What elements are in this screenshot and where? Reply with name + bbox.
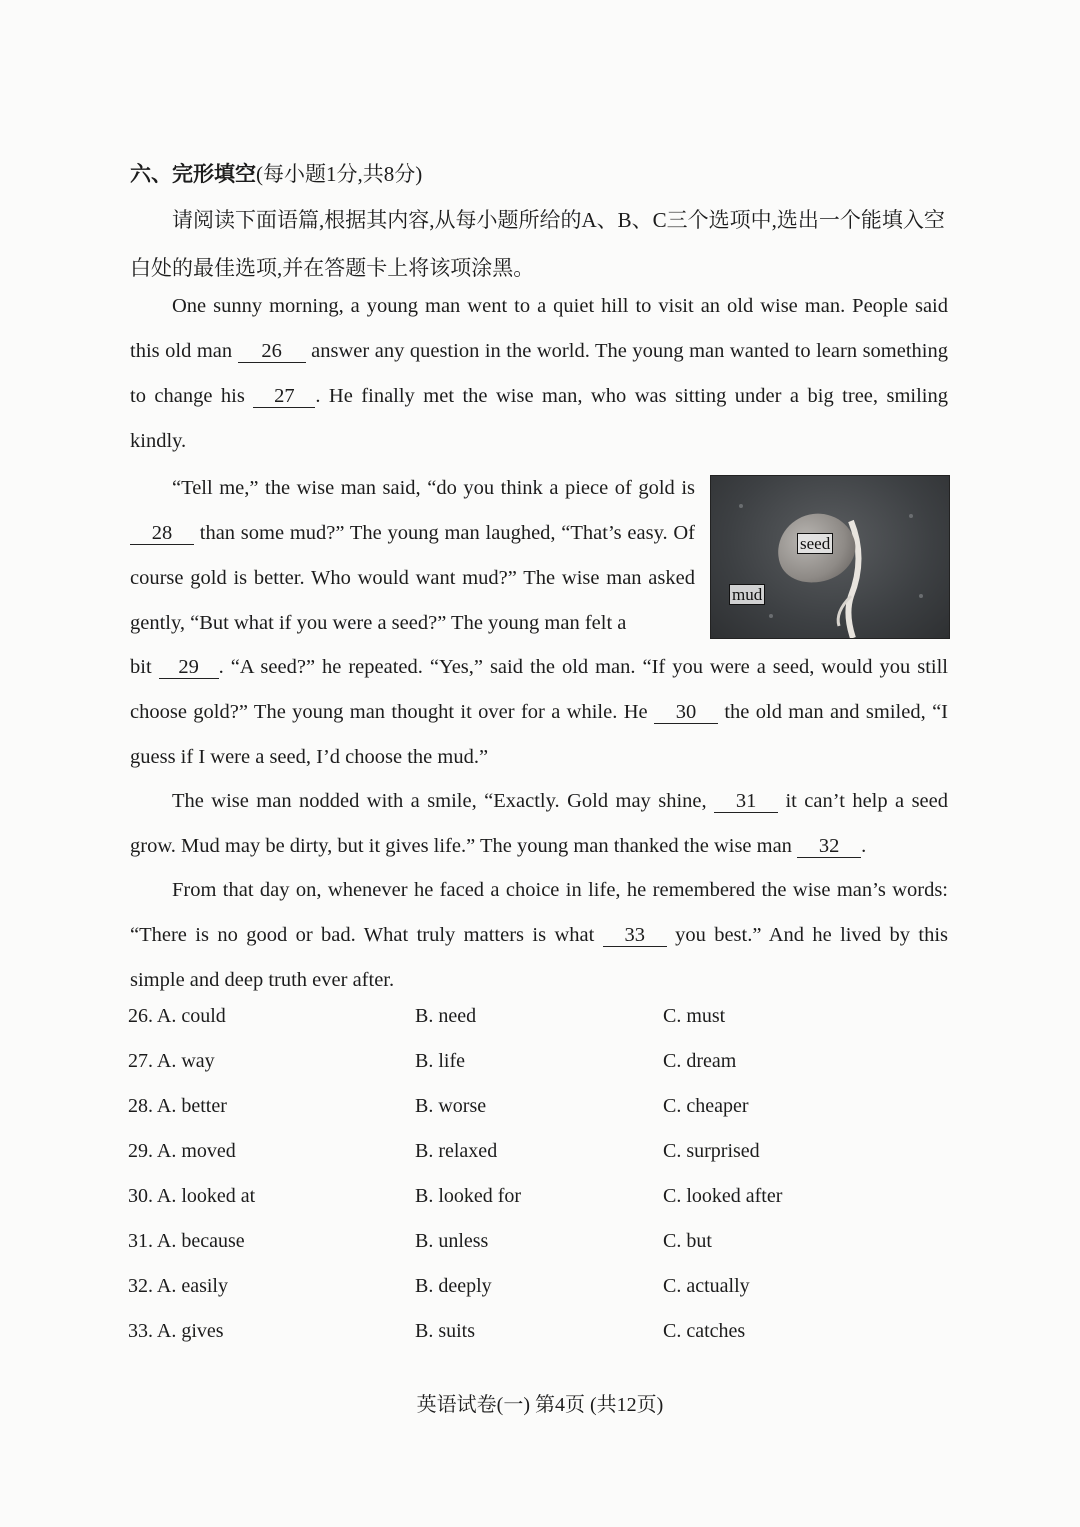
option-a: 27. A. way xyxy=(128,1050,215,1072)
option-b: B. worse xyxy=(415,1095,487,1117)
option-b: B. unless xyxy=(415,1230,489,1252)
passage-paragraph-1 xyxy=(130,284,948,464)
option-c: C. catches xyxy=(663,1320,746,1342)
passage-text: than some mud?” The young man laughed, “That’s easy. Of course gold is better. Who would want mud?” The wise man asked gently, “But what if you were a seed?” The young man felt a xyxy=(130,522,695,634)
passage-text: the old man and smiled, “I guess if I were a seed, I’d choose the mud.” xyxy=(130,701,948,768)
passage-text: The wise man nodded with a smile, “Exactly. Gold may shine, xyxy=(172,790,715,812)
blank-26: 26 xyxy=(238,340,306,363)
seed-in-mud-photo xyxy=(710,475,950,639)
blank-28: 28 xyxy=(130,522,194,545)
passage-text: . xyxy=(861,835,867,857)
blank-30: 30 xyxy=(654,701,718,724)
option-b: B. need xyxy=(415,1005,477,1027)
passage-text: One sunny morning, a young man went to a quiet hill to visit an old wise man. People said this old man xyxy=(130,295,948,362)
option-a: 30. A. looked at xyxy=(128,1185,256,1207)
option-c: C. looked after xyxy=(663,1185,783,1207)
option-c: C. must xyxy=(663,1005,726,1027)
option-c: C. dream xyxy=(663,1050,737,1072)
blank-32: 32 xyxy=(797,835,861,858)
option-a: 31. A. because xyxy=(128,1230,245,1252)
option-c: C. cheaper xyxy=(663,1095,749,1117)
option-c: C. actually xyxy=(663,1275,750,1297)
option-b: B. life xyxy=(415,1050,465,1072)
section-title: 六、完形填空 xyxy=(130,162,256,186)
seed-label: seed xyxy=(797,533,833,554)
passage-text: . “A seed?” he repeated. “Yes,” said the old man. “If you were a seed, would you still choose gold?” The young man thought it over for a while. He xyxy=(130,656,948,723)
passage-paragraph-2-continued xyxy=(130,645,948,780)
blank-29: 29 xyxy=(159,656,219,679)
passage-text: “Tell me,” the wise man said, “do you think a piece of gold is xyxy=(172,477,695,499)
option-b: B. suits xyxy=(415,1320,476,1342)
blank-33: 33 xyxy=(603,924,667,947)
option-a: 26. A. could xyxy=(128,1005,226,1027)
option-a: 33. A. gives xyxy=(128,1320,224,1342)
option-b: B. looked for xyxy=(415,1185,522,1207)
passage-text: answer any question in the world. The young man wanted to learn something to change his xyxy=(130,340,948,407)
passage-paragraph-4 xyxy=(130,868,948,1003)
passage-text: From that day on, whenever he faced a choice in life, he remembered the wise man’s words: “There is no good or bad. What truly matters is what xyxy=(130,879,948,946)
passage-text: you best.” And he lived by this simple and deep truth ever after. xyxy=(130,924,948,991)
passage-text: it can’t help a seed grow. Mud may be dirty, but it gives life.” The young man thanked the wise man xyxy=(130,790,949,857)
passage-paragraph-2 xyxy=(130,466,695,646)
option-a: 29. A. moved xyxy=(128,1140,236,1162)
blank-27: 27 xyxy=(253,385,315,408)
option-b: B. deeply xyxy=(415,1275,492,1297)
section-score-note: (每小题1分,共8分) xyxy=(256,162,423,186)
page-footer: 英语试卷(一) 第4页 (共12页) xyxy=(416,1394,664,1416)
option-a: 32. A. easily xyxy=(128,1275,228,1297)
section-heading xyxy=(130,158,422,188)
passage-text: bit xyxy=(130,656,159,678)
option-a: 28. A. better xyxy=(128,1095,227,1117)
passage-text: . He finally met the wise man, who was sitting under a big tree, smiling kindly. xyxy=(130,385,948,452)
option-c: C. surprised xyxy=(663,1140,760,1162)
option-c: C. but xyxy=(663,1230,712,1252)
option-b: B. relaxed xyxy=(415,1140,498,1162)
blank-31: 31 xyxy=(714,790,778,813)
instructions: 请阅读下面语篇,根据其内容,从每小题所给的A、B、C三个选项中,选出一个能填入空白处的最佳选项,并在答题卡上将该项涂黑。 xyxy=(130,208,945,280)
mud-label: mud xyxy=(729,584,765,605)
passage-paragraph-3 xyxy=(130,779,948,869)
